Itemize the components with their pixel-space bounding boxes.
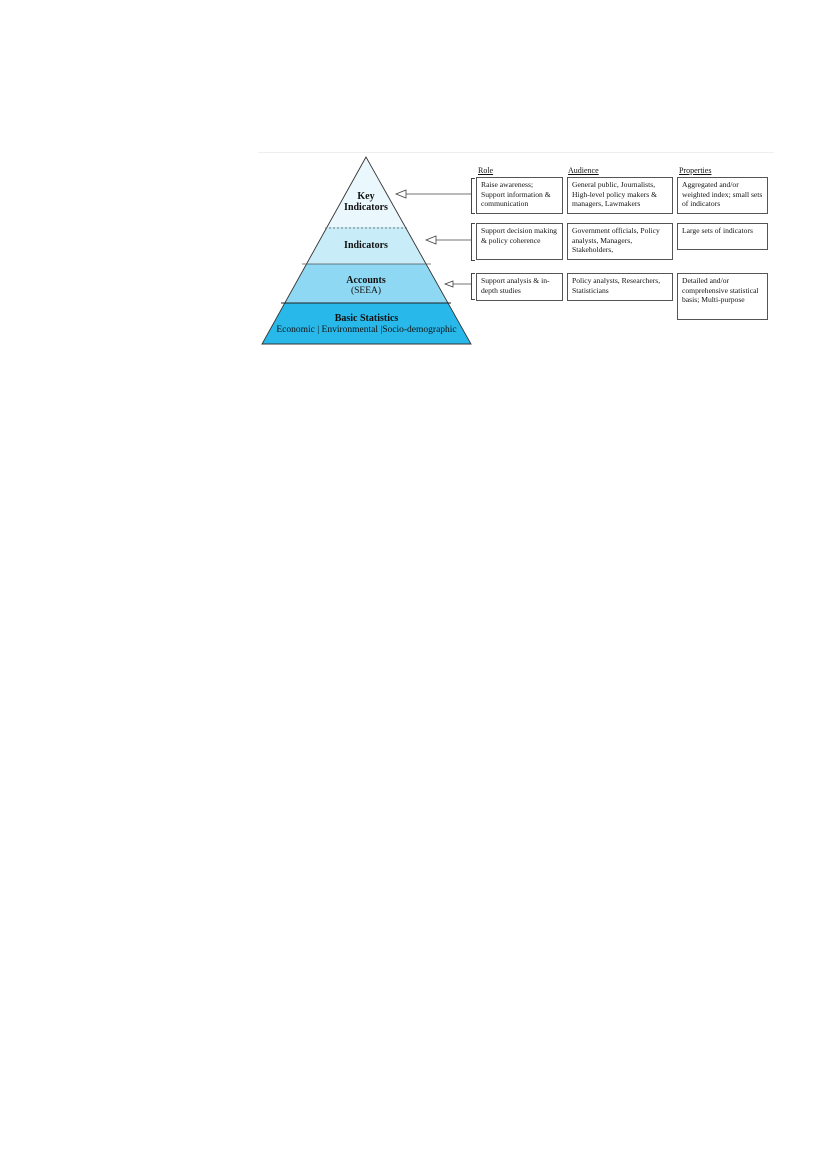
arrow-head-2 xyxy=(426,236,436,244)
indicators-label xyxy=(316,240,416,251)
row3-role: Support analysis & in-depth studies xyxy=(476,273,563,301)
accounts-text: Accounts xyxy=(346,275,386,286)
row1-audience: General public, Journalists, High-level policy makers & managers, Lawmakers xyxy=(567,177,673,214)
row1-bracket xyxy=(471,178,475,214)
properties-header: Properties xyxy=(679,166,712,175)
row2-bracket xyxy=(471,223,475,261)
row2-role: Support decision making & policy coherence xyxy=(476,223,563,260)
row3-audience: Policy analysts, Researchers, Statisticians xyxy=(567,273,673,301)
audience-header: Audience xyxy=(568,166,599,175)
row2-audience: Government officials, Policy analysts, Managers, Stakeholders, xyxy=(567,223,673,260)
key-indicators-band xyxy=(250,150,490,228)
basic-statistics-text: Basic Statistics xyxy=(334,313,399,324)
row3-properties: Detailed and/or comprehensive statistical basis; Multi-purpose xyxy=(677,273,768,320)
role-header: Role xyxy=(478,166,494,175)
row3-bracket xyxy=(471,273,475,300)
row1-properties: Aggregated and/or weighted index; small sets of indicators xyxy=(677,177,768,214)
accounts-label xyxy=(306,276,426,296)
basic-statistics-label xyxy=(262,313,471,336)
accounts-sub: (SEEA) xyxy=(350,286,382,296)
row2-properties: Large sets of indicators xyxy=(677,223,768,250)
basic-statistics-sub: Economic | Environmental |Socio-demographic xyxy=(276,325,457,335)
arrow-head-3 xyxy=(445,281,453,287)
key-indicators-line1: Key xyxy=(357,191,375,202)
indicators-text: Indicators xyxy=(344,240,388,251)
row1-role: Raise awareness; Support information & communication xyxy=(476,177,563,214)
key-indicators-label xyxy=(326,191,406,213)
key-indicators-line2: Indicators xyxy=(344,202,388,213)
